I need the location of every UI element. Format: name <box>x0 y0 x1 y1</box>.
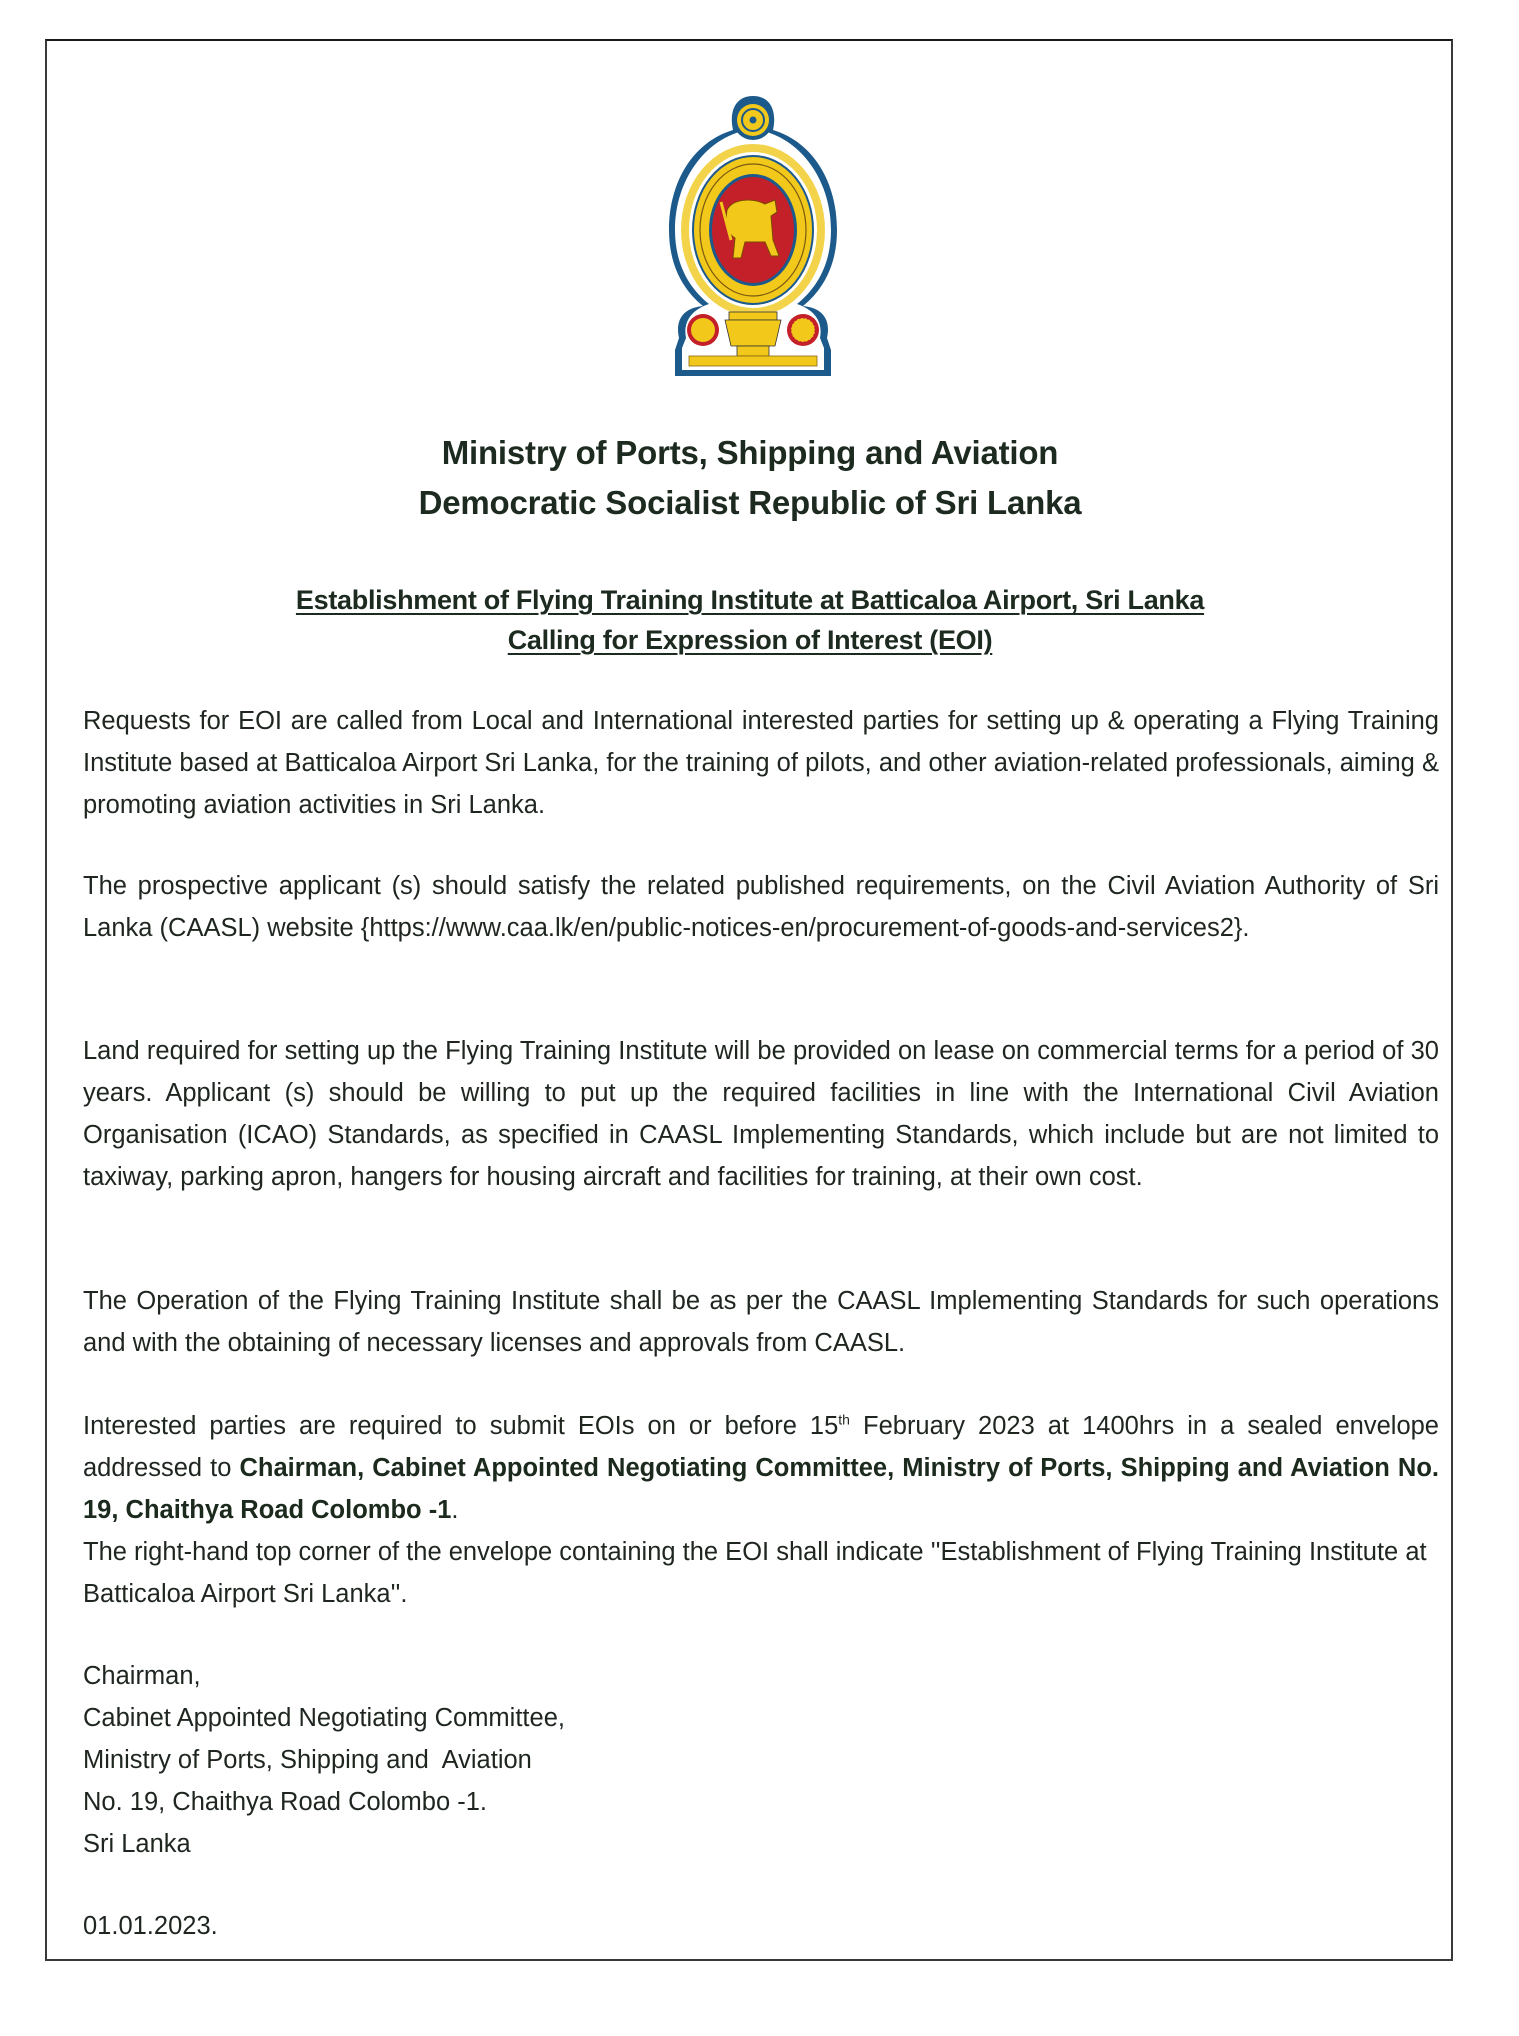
submission-text-after: February 2023 at 1400hrs in a sealed envelope addressed to <box>83 1412 1439 1482</box>
sri-lanka-emblem-icon <box>653 90 853 382</box>
signature-line: Chairman, <box>83 1662 201 1690</box>
paragraph-text: The prospective applicant (s) should satisfy the related published requirements, on the Civil Aviation Authority of Sri Lanka (CAASL) website {https://www.caa.lk/en/public-notices-en/procurement-of-goods-and-services2}. <box>83 872 1439 942</box>
paragraph-text: The Operation of the Flying Training Institute shall be as per the CAASL Implementing Standards for such operations and with the obtaining of necessary licenses and approvals from CAASL. <box>83 1287 1439 1357</box>
paragraph-text: Land required for setting up the Flying Training Institute will be provided on lease on commercial terms for a period of 30 years. Applicant (s) should be willing to put up the required facilities in line with the International Civil Aviation Organisation (ICAO) Standards, as specified in CAASL Implementing Standards, which include but are not limited to taxiway, parking apron, hangers for housing aircraft and facilities for training, at their own cost. <box>83 1037 1439 1191</box>
ordinal-suffix: th <box>838 1411 850 1428</box>
paragraph-eoi-request <box>83 700 1439 826</box>
paragraph-requirements <box>83 865 1439 949</box>
country-title: Democratic Socialist Republic of Sri Lanka <box>418 484 1082 521</box>
signature-line: Cabinet Appointed Negotiating Committee, <box>83 1704 565 1732</box>
subject-line-1-text: Establishment of Flying Training Institute at Batticaloa Airport, Sri Lanka <box>295 585 1205 615</box>
signature-line: Ministry of Ports, Shipping and Aviation <box>83 1746 532 1774</box>
paragraph-envelope-marking <box>83 1531 1439 1615</box>
paragraph-text: Requests for EOI are called from Local and International interested parties for setting up & operating a Flying Training Institute based at Batticaloa Airport Sri Lanka, for the training of pilots, and other aviation-related professionals, aiming & promoting aviation activities in Sri Lanka. <box>83 707 1439 819</box>
signature-line: Sri Lanka <box>83 1830 191 1858</box>
paragraph-submission <box>83 1405 1439 1531</box>
signature-block <box>83 1655 565 1865</box>
signature-line: No. 19, Chaithya Road Colombo -1. <box>83 1788 487 1816</box>
subject-line-1 <box>45 580 1455 620</box>
submission-address-bold: Chairman, Cabinet Appointed Negotiating Committee, Ministry of Ports, Shipping and Aviation No. 19, Chaithya Road Colombo -1 <box>83 1454 1439 1524</box>
paragraph-text: The right-hand top corner of the envelope containing the EOI shall indicate ''Establishment of Flying Training Institute at Batticaloa Airport Sri Lanka''. <box>83 1538 1427 1608</box>
submission-text-end: . <box>451 1496 459 1524</box>
subject-line-2 <box>45 620 1455 660</box>
subject-line-2-text: Calling for Expression of Interest (EOI) <box>507 625 993 655</box>
submission-text-before: Interested parties are required to submit EOIs on or before 15 <box>83 1412 839 1440</box>
ministry-title: Ministry of Ports, Shipping and Aviation <box>441 434 1059 471</box>
document-date: 01.01.2023. <box>83 1912 218 1940</box>
paragraph-operation <box>83 1280 1439 1364</box>
paragraph-land-lease <box>83 1030 1439 1198</box>
